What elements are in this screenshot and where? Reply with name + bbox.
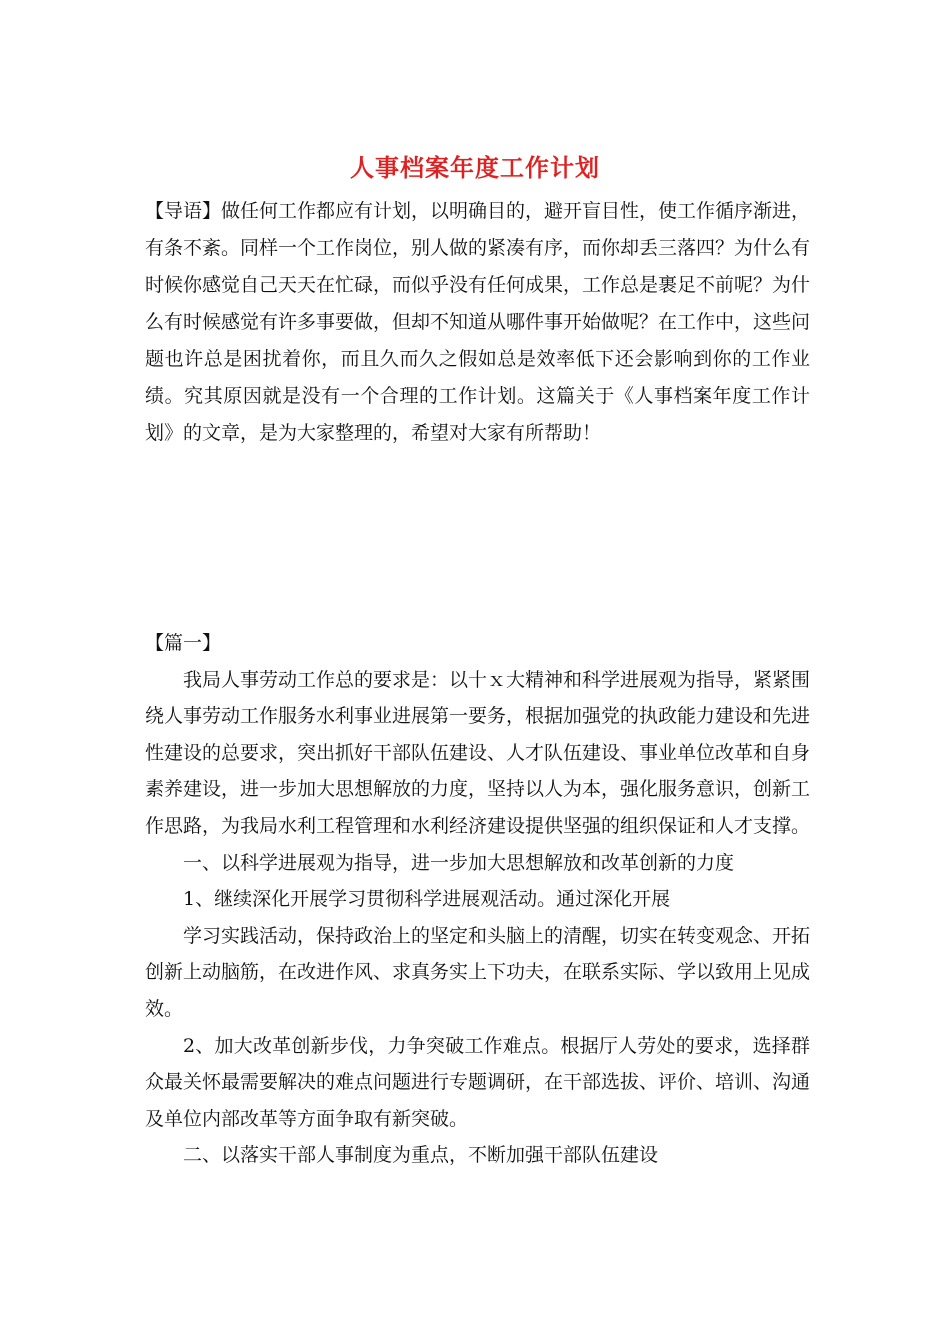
body-paragraph: 一、以科学进展观为指导，进一步加大思想解放和改革创新的力度: [183, 851, 735, 874]
body-paragraph: 2、加大改革创新步伐，力争突破工作难点。根据厅人劳处的要求，选择群众最关怀最需要解决的难点问题进行专题调研，在干部选拔、评价、培训、沟通及单位内部改革等方面争取有新突破。: [145, 1034, 811, 1130]
document-title: 人事档案年度工作计划: [350, 153, 600, 182]
section-heading: 【篇一】: [145, 632, 222, 654]
body-paragraph: 1、继续深化开展学习贯彻科学进展观活动。通过深化开展: [183, 888, 671, 911]
section-one: [145, 625, 810, 1174]
intro-paragraph: 【导语】做任何工作都应有计划，以明确目的，避开盲目性，使工作循序渐进，有条不紊。同样一个工作岗位，别人做的紧凑有序，而你却丢三落四？为什么有时候你感觉自己天天在忙碌，而似乎没有任何成果，工作总是裹足不前呢？为什么有时候感觉有许多事要做，但却不知道从哪件事开始做呢？在工作中，这些问题也许总是困扰着你，而且久而久之假如总是效率低下还会影响到你的工作业绩。究其原因就是没有一个合理的工作计划。这篇关于《人事档案年度工作计划》的文章，是为大家整理的，希望对大家有所帮助！: [145, 200, 811, 444]
body-paragraph: 我局人事劳动工作总的要求是：以十ｘ大精神和科学进展观为指导，紧紧围绕人事劳动工作服务水利事业进展第一要务，根据加强党的执政能力建设和先进性建设的总要求，突出抓好干部队伍建设、人才队伍建设、事业单位改革和自身素养建设，进一步加大思想解放的力度，坚持以人为本，强化服务意识，创新工作思路，为我局水利工程管理和水利经济建设提供坚强的组织保证和人才支撑。: [145, 668, 811, 837]
body-paragraph: 二、以落实干部人事制度为重点，不断加强干部队伍建设: [183, 1144, 659, 1167]
body-paragraph: 学习实践活动，保持政治上的坚定和头脑上的清醒，切实在转变观念、开拓创新上动脑筋，在改进作风、求真务实上下功夫，在联系实际、学以致用上见成效。: [145, 924, 811, 1020]
